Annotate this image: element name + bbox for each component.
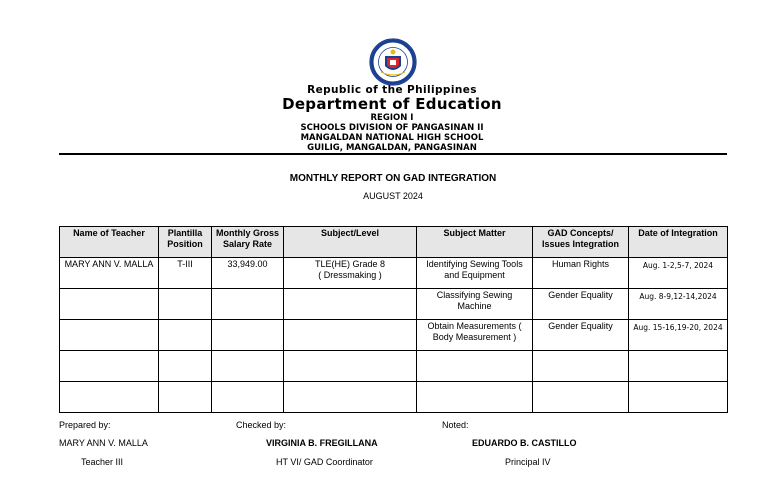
deped-seal-icon — [369, 38, 417, 86]
cell-subject — [284, 258, 417, 289]
cell-plantilla — [159, 351, 212, 382]
cell-gad — [533, 351, 629, 382]
address-line: GUILIG, MANGALDAN, PANGASINAN — [307, 143, 477, 153]
report-month: AUGUST 2024 — [363, 191, 423, 201]
department-name: Department of Education — [282, 95, 502, 113]
header-date: Date of Integration — [629, 227, 728, 258]
cell-plantilla — [159, 382, 212, 413]
cell-gad: Human Rights — [533, 258, 629, 289]
cell-salary — [212, 320, 284, 351]
cell-subject — [284, 351, 417, 382]
gad-report-table — [59, 226, 728, 413]
prepared-position: Teacher III — [81, 457, 124, 467]
header-gad: GAD Concepts/ Issues Integration — [533, 227, 629, 258]
cell-teacher — [60, 320, 159, 351]
region-line: REGION I — [370, 113, 414, 123]
report-title: MONTHLY REPORT ON GAD INTEGRATION — [289, 173, 497, 184]
cell-plantilla — [159, 289, 212, 320]
cell-teacher — [60, 382, 159, 413]
school-line: MANGALDAN NATIONAL HIGH SCHOOL — [300, 133, 484, 143]
cell-date — [629, 351, 728, 382]
table-header-row — [60, 227, 728, 258]
cell-matter — [417, 382, 533, 413]
checked-position: HT VI/ GAD Coordinator — [276, 457, 373, 467]
header-salary: Monthly Gross Salary Rate — [212, 227, 284, 258]
cell-gad — [533, 382, 629, 413]
table-row — [60, 258, 728, 289]
noted-position: Principal IV — [505, 457, 551, 467]
header-teacher: Name of Teacher — [60, 227, 159, 258]
cell-plantilla — [159, 320, 212, 351]
header-plantilla: Plantilla Position — [159, 227, 212, 258]
cell-matter: Obtain Measurements ( Body Measurement ) — [417, 320, 533, 351]
cell-plantilla: T-III — [159, 258, 212, 289]
cell-subject — [284, 320, 417, 351]
prepared-label: Prepared by: — [59, 420, 111, 430]
table-row — [60, 351, 728, 382]
cell-matter: Identifying Sewing Tools and Equipment — [417, 258, 533, 289]
noted-name: EDUARDO B. CASTILLO — [472, 438, 577, 448]
division-line: SCHOOLS DIVISION OF PANGASINAN II — [300, 123, 484, 133]
header-subject: Subject/Level — [284, 227, 417, 258]
cell-teacher — [60, 351, 159, 382]
cell-matter — [417, 351, 533, 382]
checked-label: Checked by: — [236, 420, 287, 430]
table-row — [60, 289, 728, 320]
cell-teacher: MARY ANN V. MALLA — [60, 258, 159, 289]
cell-subject — [284, 382, 417, 413]
cell-date — [629, 382, 728, 413]
cell-salary: 33,949.00 — [212, 258, 284, 289]
cell-gad: Gender Equality — [533, 289, 629, 320]
header-matter: Subject Matter — [417, 227, 533, 258]
cell-date: Aug. 8-9,12-14,2024 — [629, 289, 728, 320]
cell-teacher — [60, 289, 159, 320]
subject-level: TLE(HE) Grade 8 — [314, 259, 386, 269]
prepared-name: MARY ANN V. MALLA — [59, 438, 148, 448]
cell-salary — [212, 289, 284, 320]
republic-line: Republic of the Philippines — [307, 84, 477, 96]
subject-specialization: ( Dressmaking ) — [318, 270, 382, 280]
header-divider — [59, 153, 727, 155]
checked-name: VIRGINIA B. FREGILLANA — [266, 438, 378, 448]
cell-matter: Classifying Sewing Machine — [417, 289, 533, 320]
table-row — [60, 382, 728, 413]
cell-date: Aug. 15-16,19-20, 2024 — [629, 320, 728, 351]
cell-salary — [212, 351, 284, 382]
noted-label: Noted: — [442, 420, 469, 430]
cell-salary — [212, 382, 284, 413]
cell-date: Aug. 1-2,5-7, 2024 — [629, 258, 728, 289]
cell-gad: Gender Equality — [533, 320, 629, 351]
table-row — [60, 320, 728, 351]
cell-subject — [284, 289, 417, 320]
